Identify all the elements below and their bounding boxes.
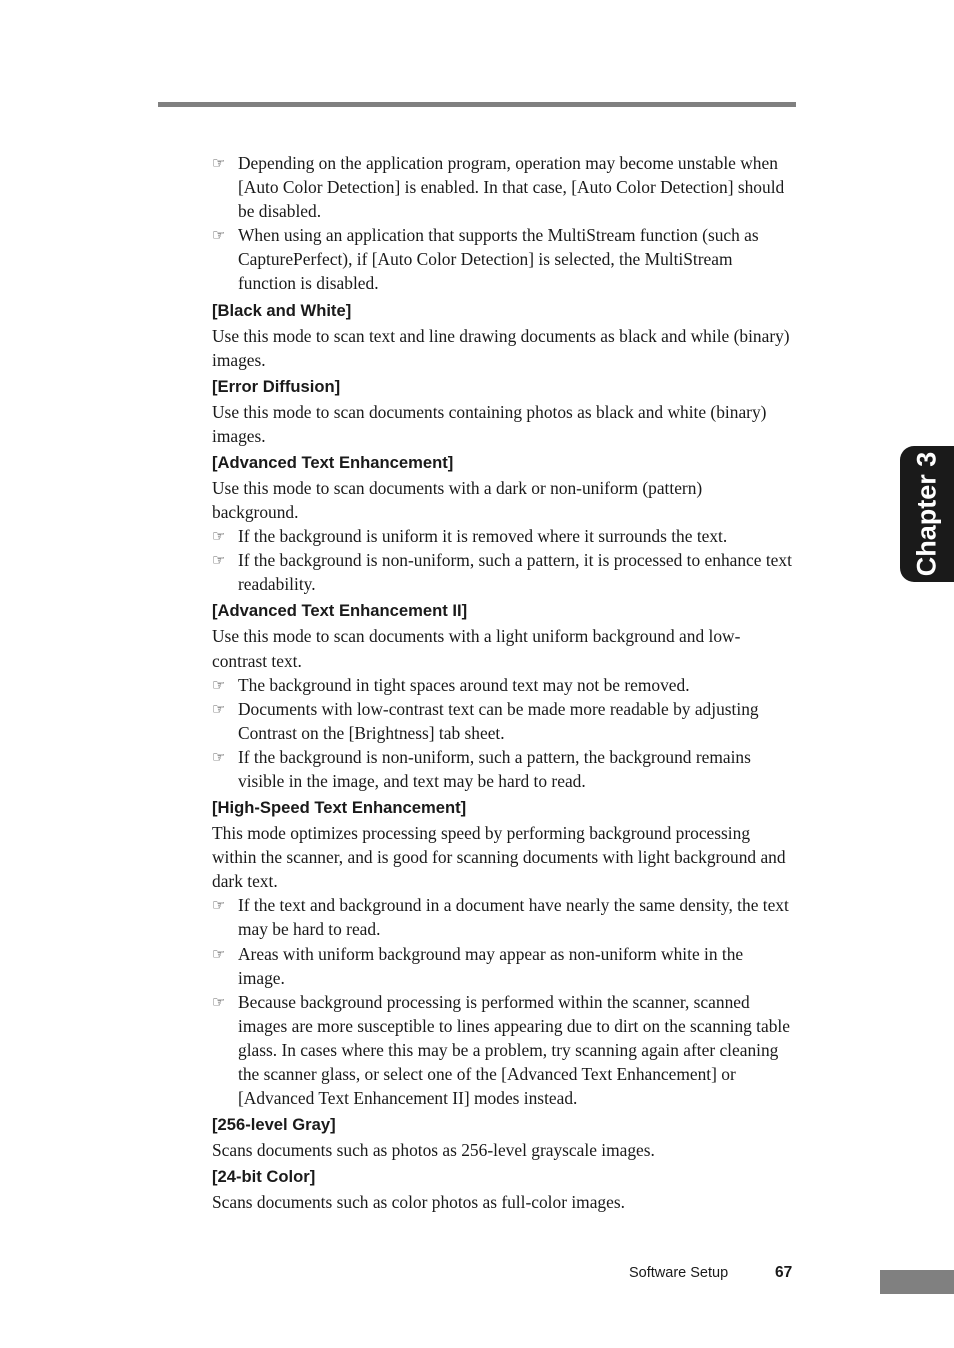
pointing-hand-icon: ☞: [212, 226, 226, 245]
note-text: When using an application that supports the MultiStream function (such as CapturePerfect), if [Auto Color Detection] is selected, the MultiStream function is disabled.: [238, 225, 759, 294]
page-content: [212, 151, 792, 1214]
note-item: [212, 151, 792, 223]
page-number: 67: [775, 1264, 793, 1281]
pointing-hand-icon: ☞: [212, 747, 226, 766]
pointing-hand-icon: ☞: [212, 527, 226, 546]
note-item: [212, 548, 792, 596]
pointing-hand-icon: ☞: [212, 944, 226, 963]
note-text: Depending on the application program, operation may become unstable when [Auto Color Detection] is enabled. In that case, [Auto Color Detection] should be disabled.: [238, 153, 785, 222]
pointing-hand-icon: ☞: [212, 675, 226, 694]
footer-bar: [880, 1270, 954, 1294]
pointing-hand-icon: ☞: [212, 551, 226, 570]
header-rule: [158, 102, 796, 107]
note-item: [212, 673, 792, 697]
note-item: [212, 893, 792, 941]
section-body: Use this mode to scan documents with a dark or non-uniform (pattern) background.: [212, 477, 703, 523]
section-heading-error-diffusion: [Error Diffusion]: [212, 376, 341, 396]
pointing-hand-icon: ☞: [212, 992, 226, 1011]
note-text: If the background is uniform it is removed where it surrounds the text.: [238, 526, 728, 547]
note-item: [212, 697, 792, 745]
pointing-hand-icon: ☞: [212, 154, 226, 172]
note-text: The background in tight spaces around text may not be removed.: [238, 674, 690, 695]
section-body: Use this mode to scan documents with a light uniform background and low-contrast text.: [212, 626, 741, 671]
section-heading-advanced-text-enhancement: [Advanced Text Enhancement]: [212, 452, 454, 472]
section-heading-black-and-white: [Black and White]: [212, 300, 352, 320]
chapter-label: Chapter 3: [911, 451, 942, 577]
pointing-hand-icon: ☞: [212, 896, 226, 915]
note-item: [212, 942, 792, 990]
note-text: If the background is non-uniform, such a pattern, the background remains visible in the image, and text may be hard to read.: [238, 746, 751, 791]
section-heading-24-bit-color: [24-bit Color]: [212, 1167, 316, 1187]
note-item: [212, 223, 792, 295]
note-item: [212, 990, 792, 1110]
section-heading-advanced-text-enhancement-ii: [Advanced Text Enhancement II]: [212, 601, 468, 621]
section-body: This mode optimizes processing speed by performing background processing within the scanner, and is good for scanning documents with light background and dark text.: [212, 823, 786, 892]
note-text: Because background processing is performed within the scanner, scanned images are more susceptible to lines appearing due to dirt on the scanning table glass. In cases where this may be a problem, try scanning again after cleaning the scanner glass, or select one of the [Advanced Text Enhancement] or [Advanced Text Enhancement II] modes instead.: [238, 991, 790, 1109]
note-item: [212, 745, 792, 793]
footer-section-title: Software Setup: [629, 1265, 729, 1281]
note-text: Areas with uniform background may appear as non-uniform white in the image.: [238, 943, 744, 988]
section-heading-high-speed-text-enhancement: [High-Speed Text Enhancement]: [212, 798, 467, 818]
chapter-tab: [900, 446, 954, 582]
note-text: If the background is non-uniform, such a pattern, it is processed to enhance text readability.: [238, 550, 792, 595]
section-body: Scans documents such as photos as 256-level grayscale images.: [212, 1140, 655, 1161]
note-item: [212, 524, 792, 548]
section-body: Scans documents such as color photos as full-color images.: [212, 1192, 625, 1213]
section-body: Use this mode to scan documents containing photos as black and white (binary) images.: [212, 401, 767, 446]
note-text: If the text and background in a document have nearly the same density, the text may be hard to read.: [238, 895, 789, 940]
section-body: Use this mode to scan text and line drawing documents as black and while (binary) images.: [212, 325, 790, 370]
pointing-hand-icon: ☞: [212, 699, 226, 718]
note-text: Documents with low-contrast text can be made more readable by adjusting Contrast on the [Brightness] tab sheet.: [238, 698, 759, 743]
section-heading-256-level-gray: [256-level Gray]: [212, 1115, 336, 1135]
